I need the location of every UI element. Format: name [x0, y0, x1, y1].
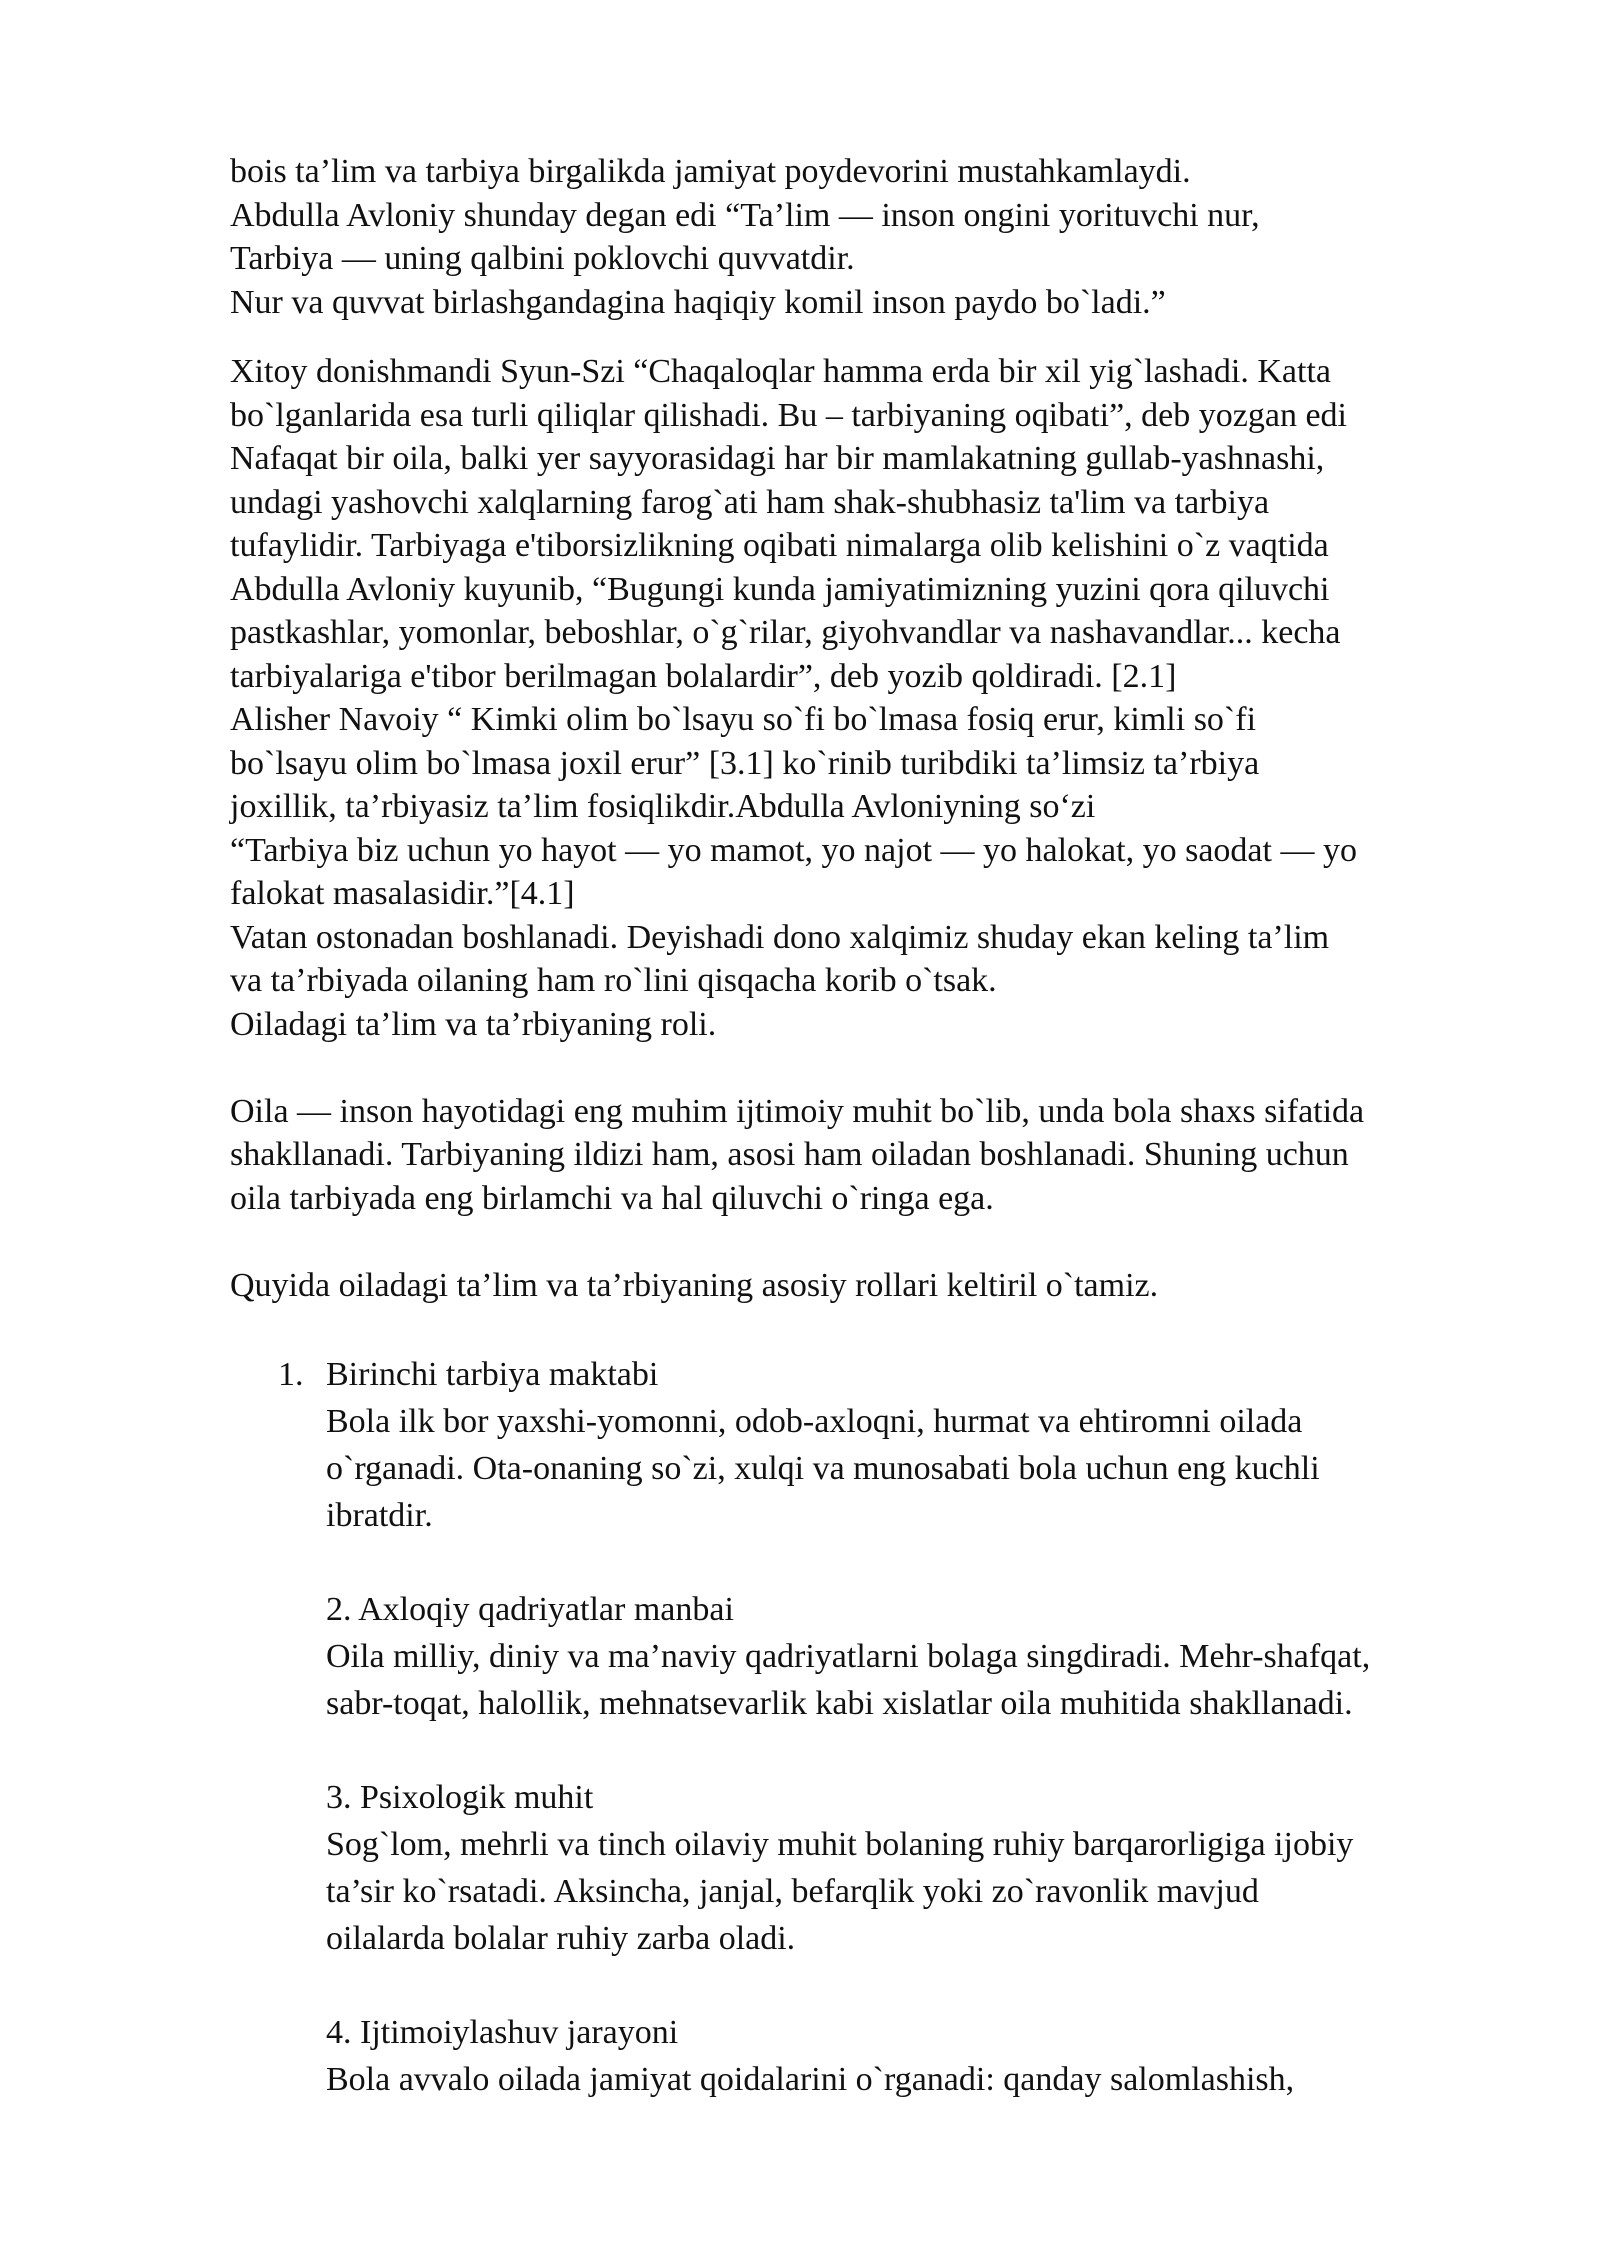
list-spacer — [326, 1539, 1530, 1586]
oila-paragraph — [230, 1090, 1530, 1221]
section-heading: Oiladagi ta’lim va ta’rbiyaning roli. — [230, 1005, 717, 1043]
text-line: oila tarbiyada eng birlamchi va hal qiluvchi o`ringa ega. — [230, 1179, 994, 1217]
text-line: Sog`lom, mehrli va tinch oilaviy muhit bolaning ruhiy barqarorligiga ijobiy — [326, 1825, 1354, 1863]
text-line: “Tarbiya biz uchun yo hayot — yo mamot, yo najot — yo halokat, yo saodat — yo — [230, 831, 1357, 869]
text-line: Vatan ostonadan boshlanadi. Deyishadi dono xalqimiz shuday ekan keling ta’lim — [230, 918, 1330, 956]
main-paragraph — [230, 350, 1530, 1046]
quyida-paragraph — [230, 1264, 1530, 1308]
text-line: Xitoy donishmandi Syun-Szi “Chaqaloqlar hamma erda bir xil yig`lashadi. Katta — [230, 353, 1331, 390]
text-line: bois ta’lim va tarbiya birgalikda jamiyat poydevorini mustahkamlaydi. — [230, 153, 1191, 190]
text-line: Abdulla Avloniy shunday degan edi “Ta’lim — inson ongini yorituvchi nur, — [230, 196, 1260, 234]
list-item — [326, 1774, 1530, 1962]
paragraph-spacer — [230, 1046, 1530, 1090]
text-line: Abdulla Avloniy kuyunib, “Bugungi kunda jamiyatimizning yuzini qora qiluvchi — [230, 570, 1330, 608]
roles-list — [278, 1351, 1530, 2103]
text-line: Bola avvalo oilada jamiyat qoidalarini o`rganadi: qanday salomlashish, — [326, 2060, 1295, 2098]
list-spacer — [326, 1727, 1530, 1774]
text-line: ta’sir ko`rsatadi. Aksincha, janjal, befarqlik yoki zo`ravonlik mavjud — [326, 1872, 1259, 1910]
text-line: o`rganadi. Ota-onaning so`zi, xulqi va munosabati bola uchun eng kuchli — [326, 1449, 1320, 1487]
paragraph-spacer — [230, 1220, 1530, 1264]
document-page — [230, 150, 1530, 2103]
list-spacer — [326, 1962, 1530, 2009]
text-line: Nur va quvvat birlashgandagina haqiqiy komil inson paydo bo`ladi.” — [230, 283, 1166, 321]
list-item — [326, 2009, 1530, 2103]
text-line: tufaylidir. Tarbiyaga e'tiborsizlikning oqibati nimalarga olib kelishini o`z vaqtida — [230, 527, 1329, 564]
text-line: va ta’rbiyada oilaning ham ro`lini qisqacha korib o`tsak. — [230, 962, 997, 999]
text-line: sabr-toqat, halollik, mehnatsevarlik kabi xislatlar oila muhitida shakllanadi. — [326, 1684, 1353, 1722]
text-line: ibratdir. — [326, 1496, 433, 1534]
text-line: Quyida oiladagi ta’lim va ta’rbiyaning asosiy rollari keltiril o`tamiz. — [230, 1266, 1159, 1304]
text-line: Bola ilk bor yaxshi-yomonni, odob-axloqni, hurmat va ehtiromni oilada — [326, 1402, 1303, 1440]
list-item-title: 3. Psixologik muhit — [326, 1778, 594, 1816]
text-line: Alisher Navoiy “ Kimki olim bo`lsayu so`fi bo`lmasa fosiq erur, kimli so`fi — [230, 701, 1257, 738]
text-line: Tarbiya — uning qalbini poklovchi quvvatdir. — [230, 240, 855, 277]
text-line: Oila — inson hayotidagi eng muhim ijtimoiy muhit bo`lib, unda bola shaxs sifatida — [230, 1092, 1365, 1130]
text-line: pastkashlar, yomonlar, beboshlar, o`g`rilar, giyohvandlar va nashavandlar... kecha — [230, 614, 1341, 651]
list-item-title: 2. Axloqiy qadriyatlar manbai — [326, 1590, 734, 1628]
text-line: bo`lsayu olim bo`lmasa joxil erur” [3.1] ko`rinib turibdiki ta’limsiz ta’rbiya — [230, 744, 1260, 782]
list-item-title — [278, 1351, 1530, 1398]
text-line: falokat masalasidir.”[4.1] — [230, 875, 575, 912]
text-line: bo`lganlarida esa turli qiliqlar qilishadi. Bu – tarbiyaning oqibati”, deb yozgan edi — [230, 396, 1347, 434]
intro-paragraph — [230, 150, 1530, 324]
list-item — [326, 1586, 1530, 1727]
list-item-title: 4. Ijtimoiylashuv jarayoni — [326, 2013, 679, 2051]
list-item-number: 1. — [278, 1355, 304, 1393]
text-line: oilalarda bolalar ruhiy zarba oladi. — [326, 1919, 796, 1957]
text-line: undagi yashovchi xalqlarning farog`ati ham shak-shubhasiz ta'lim va tarbiya — [230, 483, 1270, 521]
text-line: shakllanadi. Tarbiyaning ildizi ham, asosi ham oiladan boshlanadi. Shuning uchun — [230, 1136, 1349, 1173]
text-line: joxillik, ta’rbiyasiz ta’lim fosiqlikdir.Abdulla Avloniyning so‘zi — [230, 788, 1096, 825]
list-item — [278, 1351, 1530, 1539]
text-line: Nafaqat bir oila, balki yer sayyorasidagi har bir mamlakatning gullab-yashnashi, — [230, 440, 1325, 477]
paragraph-spacer — [230, 1307, 1530, 1351]
list-item-title-text: Birinchi tarbiya maktabi — [326, 1355, 659, 1393]
text-line: tarbiyalariga e'tibor berilmagan bolalardir”, deb yozib qoldiradi. [2.1] — [230, 657, 1177, 695]
paragraph-spacer — [230, 324, 1530, 350]
text-line: Oila milliy, diniy va ma’naviy qadriyatlarni bolaga singdiradi. Mehr-shafqat, — [326, 1637, 1371, 1675]
